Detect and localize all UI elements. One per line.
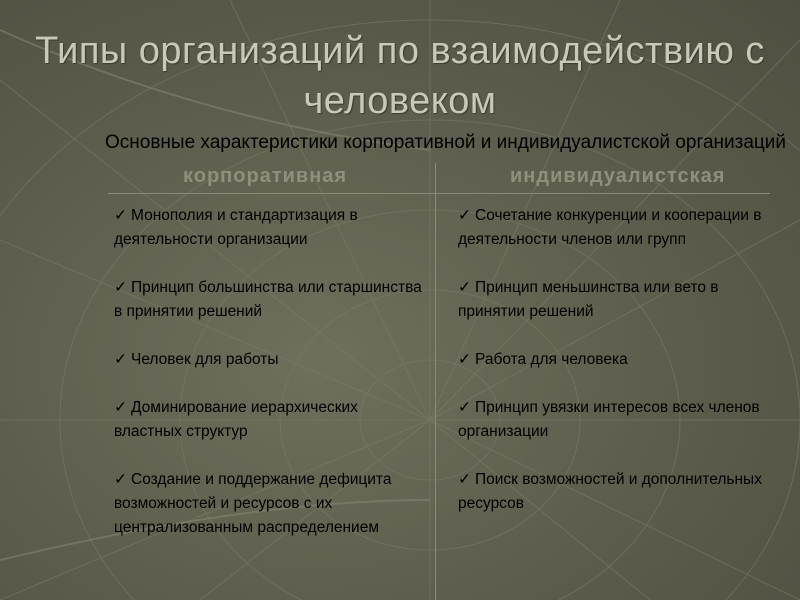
list-item <box>458 204 778 252</box>
subtitle-text: Основные характеристики корпоративной и индивидуалистской организаций <box>105 132 787 153</box>
list-item-text: Создание и поддержание дефицита возможностей и ресурсов с их централизованным распределением <box>114 471 392 536</box>
list-item <box>114 468 424 540</box>
checkmark-icon: ✓ <box>114 351 127 368</box>
list-item-text: Принцип меньшинства или вето в принятии решений <box>458 279 719 320</box>
corporate-characteristics-list <box>114 204 424 540</box>
slide-subtitle <box>105 134 795 152</box>
list-item <box>458 396 778 444</box>
list-item-text: Человек для работы <box>131 351 279 368</box>
list-item-text: Поиск возможностей и дополнительных ресурсов <box>458 471 762 512</box>
list-item <box>114 396 424 444</box>
checkmark-icon: ✓ <box>458 471 471 488</box>
list-item <box>114 276 424 324</box>
checkmark-icon: ✓ <box>114 207 127 224</box>
list-item-text: Сочетание конкуренции и кооперации в деятельности членов или групп <box>458 207 762 248</box>
checkmark-icon: ✓ <box>114 279 127 296</box>
list-item <box>114 348 424 372</box>
checkmark-icon: ✓ <box>114 399 127 416</box>
list-item <box>458 276 778 324</box>
list-item-text: Работа для человека <box>475 351 628 368</box>
list-item-text: Принцип большинства или старшинства в принятии решений <box>114 279 422 320</box>
column-header-individualist: индивидуалистская <box>510 165 726 187</box>
checkmark-icon: ✓ <box>458 279 471 296</box>
table-column-divider <box>435 163 436 600</box>
individualist-characteristics-list <box>458 204 778 516</box>
checkmark-icon: ✓ <box>458 207 471 224</box>
list-item <box>114 204 424 252</box>
checkmark-icon: ✓ <box>458 399 471 416</box>
list-item-text: Принцип увязки интересов всех членов организации <box>458 399 760 440</box>
list-item <box>458 468 778 516</box>
slide-title: Типы организаций по взаимодействию с человеком <box>35 30 765 122</box>
list-item <box>458 348 778 372</box>
table-header-divider <box>108 193 770 194</box>
checkmark-icon: ✓ <box>458 351 471 368</box>
list-item-text: Доминирование иерархических властных структур <box>114 399 358 440</box>
checkmark-icon: ✓ <box>114 471 127 488</box>
list-item-text: Монополия и стандартизация в деятельности организации <box>114 207 358 248</box>
column-header-corporate: корпоративная <box>183 165 348 187</box>
